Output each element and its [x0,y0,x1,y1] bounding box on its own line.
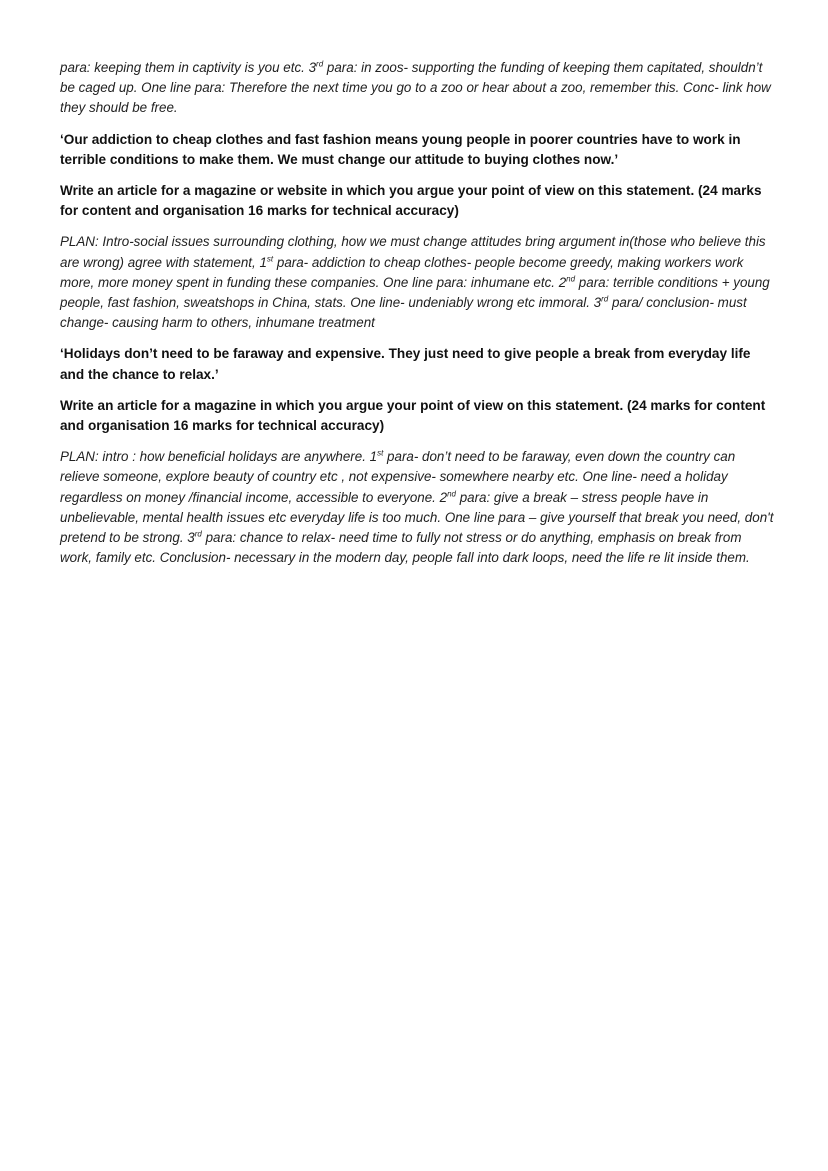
ordinal-suffix: nd [566,274,576,284]
ordinal-suffix: rd [601,294,609,304]
plan-text: PLAN: Intro-social issues surrounding clothing, how we must change attitudes bring argument in(those who believe this are wrong) agree with statement, 1 [60,234,766,270]
plan-zoos-continued [60,58,776,119]
plan-text: para: terrible conditions + young people, fast fashion, sweatshops in China, stats. One line- undeniably wrong etc immoral. 3 [60,274,770,311]
plan-text: para: give a break – stress people have in unbelievable, mental health issues etc everyday life is too much. One line para – give yourself that break you need, don't pretend to be strong. 3 [60,489,774,546]
plan-text: para/ conclusion- must change- causing harm to others, inhumane treatment [60,295,747,331]
plan-holidays [60,447,776,568]
task-text: Write an article for a magazine in which you argue your point of view on this statement. (24 marks for content and organisation 16 marks for technical accuracy) [60,397,766,434]
ordinal-suffix: rd [316,59,324,69]
plan-text: para: keeping them in captivity is you etc. 3 [60,60,317,75]
statement-fast-fashion [60,130,776,170]
plan-text: para: chance to relax- need time to fully not stress or do anything, emphasis on break from work, family etc. Conclusion- necessary in the modern day, people fall into dark loops, need the life re lit inside them. [60,530,750,566]
statement-holidays [60,344,776,384]
ordinal-suffix: st [266,254,274,264]
statement-text: ‘Our addiction to cheap clothes and fast fashion means young people in poorer countries have to work in terrible conditions to make them. We must change our attitude to buying clothes now.’ [60,131,741,167]
plan-text: para: in zoos- supporting the funding of keeping them capitated, shouldn’t be caged up. One line para: Therefore the next time you go to a zoo or hear about a zoo, remember this. Conc- link how they should be free. [60,60,771,116]
plan-text: para- addiction to cheap clothes- people become greedy, making workers work more, more money spent in funding these companies. One line para: inhumane etc. 2 [60,254,744,290]
statement-text: ‘Holidays don’t need to be faraway and expensive. They just need to give people a break from everyday life and the chance to relax.’ [60,346,751,382]
plan-text: PLAN: intro : how beneficial holidays are anywhere. 1 [60,449,378,465]
ordinal-suffix: rd [194,529,202,539]
task-text: Write an article for a magazine or website in which you argue your point of view on this statement. (24 marks for content and organisation 16 marks for technical accuracy) [60,183,762,219]
task-holidays [60,396,776,436]
ordinal-suffix: st [377,448,384,458]
document-content [60,58,776,568]
ordinal-suffix: nd [447,489,456,499]
plan-text: para- don’t need to be faraway, even down the country can relieve someone, explore beauty of country etc , not expensive- somewhere nearby etc. One line- need a holiday regardless on money /financial income, accessible to everyone. 2 [60,449,736,505]
plan-fast-fashion [60,232,776,333]
task-fast-fashion [60,181,776,221]
